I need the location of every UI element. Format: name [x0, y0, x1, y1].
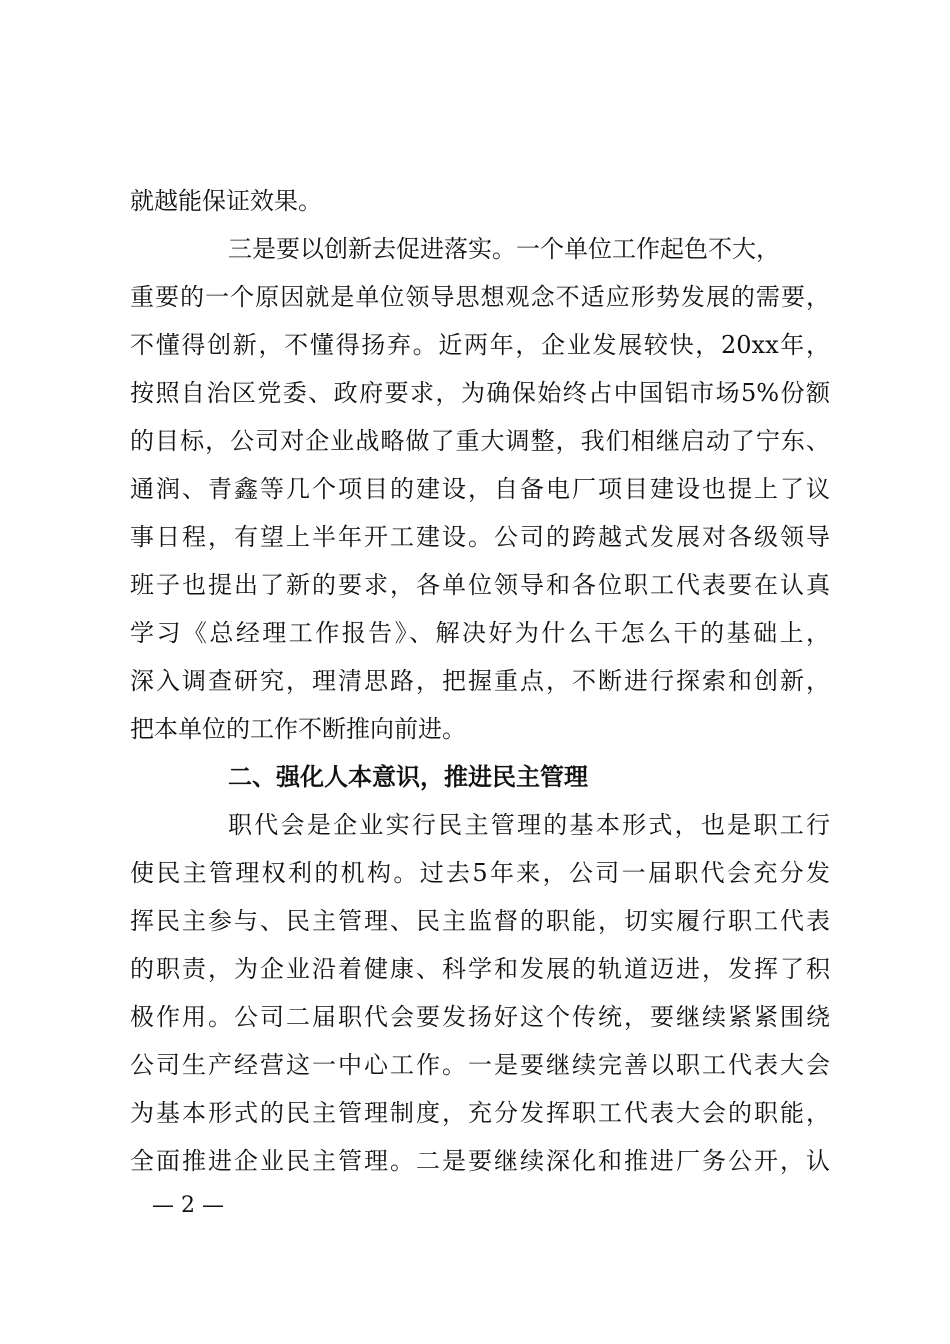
paragraph-line: 深入调查研究，理清思路，把握重点，不断进行探索和创新， [130, 667, 830, 695]
section-heading: 二、强化人本意识，推进民主管理 [228, 763, 588, 791]
paragraph-line: 使民主管理权利的机构。过去5年来，公司一届职代会充分发 [130, 859, 830, 887]
paragraph-line: 挥民主参与、民主管理、民主监督的职能，切实履行职工代表 [130, 907, 830, 935]
paragraph-line: 通润、青鑫等几个项目的建设，自备电厂项目建设也提上了议 [130, 475, 830, 503]
paragraph-line: 的职责，为企业沿着健康、科学和发展的轨道迈进，发挥了积 [130, 955, 830, 983]
paragraph-line: 班子也提出了新的要求，各单位领导和各位职工代表要在认真 [130, 571, 830, 599]
page-number: — 2 — [152, 1193, 224, 1218]
paragraph-line: 把本单位的工作不断推向前进。 [130, 715, 466, 743]
paragraph-line: 全面推进企业民主管理。二是要继续深化和推进厂务公开，认 [130, 1147, 830, 1175]
paragraph-line: 的目标，公司对企业战略做了重大调整，我们相继启动了宁东、 [130, 427, 830, 455]
paragraph-line: 不懂得创新，不懂得扬弃。近两年，企业发展较快，20xx年， [130, 331, 830, 359]
paragraph-line: 极作用。公司二届职代会要发扬好这个传统，要继续紧紧围绕 [130, 1003, 830, 1031]
paragraph-line: 重要的一个原因就是单位领导思想观念不适应形势发展的需要， [130, 283, 830, 311]
paragraph-line: 按照自治区党委、政府要求，为确保始终占中国铝市场5%份额 [130, 379, 830, 407]
paragraph-line: 为基本形式的民主管理制度，充分发挥职工代表大会的职能， [130, 1099, 830, 1127]
paragraph-line: 事日程，有望上半年开工建设。公司的跨越式发展对各级领导 [130, 523, 830, 551]
paragraph-line: 职代会是企业实行民主管理的基本形式，也是职工行 [228, 811, 830, 839]
paragraph-line: 学习《总经理工作报告》、解决好为什么干怎么干的基础上， [130, 619, 830, 647]
paragraph-line: 就越能保证效果。 [130, 187, 322, 215]
paragraph-line: 三是要以创新去促进落实。一个单位工作起色不大， [228, 235, 780, 263]
paragraph-line: 公司生产经营这一中心工作。一是要继续完善以职工代表大会 [130, 1051, 830, 1079]
